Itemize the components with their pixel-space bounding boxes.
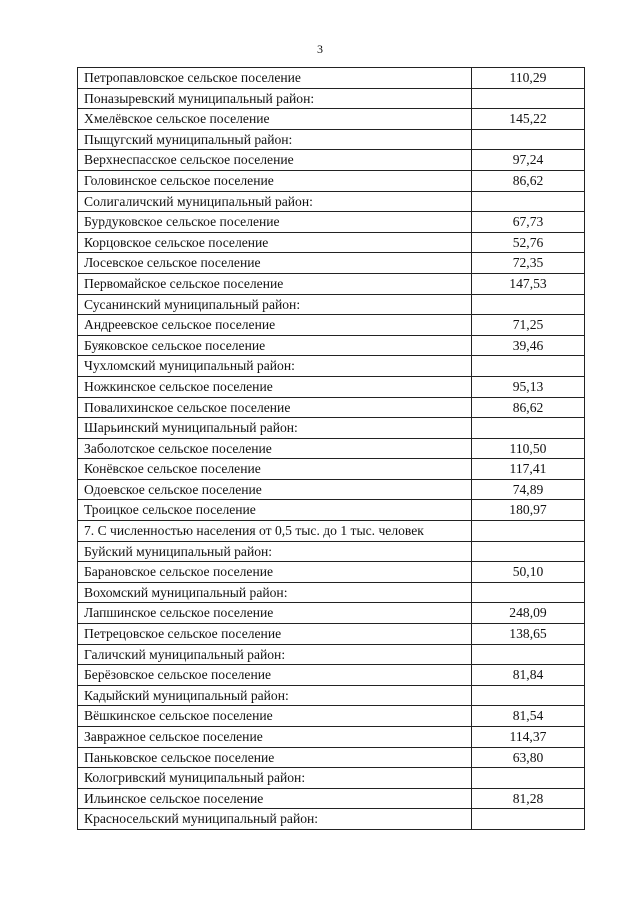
value-cell: 147,53 xyxy=(472,273,585,294)
settlement-name-cell: Ножкинское сельское поселение xyxy=(78,376,472,397)
settlement-name-cell: Хмелёвское сельское поселение xyxy=(78,109,472,130)
table-row xyxy=(78,521,585,542)
settlement-name-cell: Лосевское сельское поселение xyxy=(78,253,472,274)
settlement-name-cell: Первомайское сельское поселение xyxy=(78,273,472,294)
value-cell: 67,73 xyxy=(472,212,585,233)
value-cell: 110,29 xyxy=(472,68,585,89)
settlement-name-cell: Петрецовское сельское поселение xyxy=(78,624,472,645)
table-row xyxy=(78,562,585,583)
table-row xyxy=(78,253,585,274)
settlement-name-cell: Сусанинский муниципальный район: xyxy=(78,294,472,315)
settlement-name-cell: Петропавловское сельское поселение xyxy=(78,68,472,89)
table-row xyxy=(78,418,585,439)
table-row xyxy=(78,747,585,768)
settlement-name-cell: Повалихинское сельское поселение xyxy=(78,397,472,418)
table-row xyxy=(78,150,585,171)
table-row xyxy=(78,582,585,603)
settlement-name-cell: Берёзовское сельское поселение xyxy=(78,665,472,686)
table-row xyxy=(78,479,585,500)
value-cell: 74,89 xyxy=(472,479,585,500)
value-cell: 50,10 xyxy=(472,562,585,583)
settlement-name-cell: Одоевское сельское поселение xyxy=(78,479,472,500)
value-cell xyxy=(472,294,585,315)
value-cell xyxy=(472,418,585,439)
table-row xyxy=(78,356,585,377)
value-cell xyxy=(472,582,585,603)
settlement-name-cell: Барановское сельское поселение xyxy=(78,562,472,583)
table-row xyxy=(78,603,585,624)
settlement-name-cell: Головинское сельское поселение xyxy=(78,170,472,191)
table-row xyxy=(78,541,585,562)
settlement-name-cell: Андреевское сельское поселение xyxy=(78,315,472,336)
table-row xyxy=(78,212,585,233)
value-cell xyxy=(472,644,585,665)
value-cell: 81,54 xyxy=(472,706,585,727)
value-cell: 117,41 xyxy=(472,459,585,480)
value-cell: 95,13 xyxy=(472,376,585,397)
settlement-name-cell: Буяковское сельское поселение xyxy=(78,335,472,356)
value-cell: 180,97 xyxy=(472,500,585,521)
settlement-name-cell: 7. С численностью населения от 0,5 тыс. до 1 тыс. человек xyxy=(78,521,472,542)
settlement-name-cell: Паньковское сельское поселение xyxy=(78,747,472,768)
value-cell xyxy=(472,129,585,150)
settlement-name-cell: Ильинское сельское поселение xyxy=(78,788,472,809)
settlement-name-cell: Кологривский муниципальный район: xyxy=(78,768,472,789)
settlement-name-cell: Вёшкинское сельское поселение xyxy=(78,706,472,727)
value-cell: 138,65 xyxy=(472,624,585,645)
table-row xyxy=(78,88,585,109)
table-row xyxy=(78,294,585,315)
table-row xyxy=(78,273,585,294)
table-row xyxy=(78,685,585,706)
value-cell xyxy=(472,685,585,706)
settlement-table xyxy=(77,67,585,830)
table-row xyxy=(78,624,585,645)
settlement-name-cell: Поназыревский муниципальный район: xyxy=(78,88,472,109)
table-row xyxy=(78,397,585,418)
settlement-name-cell: Шарьинский муниципальный район: xyxy=(78,418,472,439)
settlement-name-cell: Конёвское сельское поселение xyxy=(78,459,472,480)
value-cell: 52,76 xyxy=(472,232,585,253)
value-cell: 39,46 xyxy=(472,335,585,356)
value-cell xyxy=(472,809,585,830)
settlement-name-cell: Лапшинское сельское поселение xyxy=(78,603,472,624)
value-cell: 86,62 xyxy=(472,397,585,418)
table-row xyxy=(78,109,585,130)
settlement-name-cell: Солигаличский муниципальный район: xyxy=(78,191,472,212)
settlement-name-cell: Галичский муниципальный район: xyxy=(78,644,472,665)
settlement-name-cell: Красносельский муниципальный район: xyxy=(78,809,472,830)
table-row xyxy=(78,644,585,665)
value-cell: 145,22 xyxy=(472,109,585,130)
settlement-name-cell: Заболотское сельское поселение xyxy=(78,438,472,459)
value-cell xyxy=(472,541,585,562)
settlement-name-cell: Завражное сельское поселение xyxy=(78,727,472,748)
value-cell xyxy=(472,521,585,542)
table-row xyxy=(78,459,585,480)
settlement-name-cell: Бурдуковское сельское поселение xyxy=(78,212,472,233)
page-number: 3 xyxy=(317,42,323,56)
value-cell xyxy=(472,88,585,109)
value-cell: 97,24 xyxy=(472,150,585,171)
table-row xyxy=(78,68,585,89)
table-row xyxy=(78,170,585,191)
table-row xyxy=(78,129,585,150)
value-cell: 114,37 xyxy=(472,727,585,748)
table-row xyxy=(78,438,585,459)
value-cell: 63,80 xyxy=(472,747,585,768)
value-cell: 72,35 xyxy=(472,253,585,274)
settlement-name-cell: Вохомский муниципальный район: xyxy=(78,582,472,603)
table-row xyxy=(78,809,585,830)
table-row xyxy=(78,232,585,253)
value-cell: 81,84 xyxy=(472,665,585,686)
value-cell xyxy=(472,768,585,789)
table-row xyxy=(78,788,585,809)
settlement-name-cell: Корцовское сельское поселение xyxy=(78,232,472,253)
table-row xyxy=(78,665,585,686)
value-cell xyxy=(472,356,585,377)
table-row xyxy=(78,500,585,521)
settlement-name-cell: Чухломский муниципальный район: xyxy=(78,356,472,377)
value-cell: 81,28 xyxy=(472,788,585,809)
value-cell: 248,09 xyxy=(472,603,585,624)
value-cell: 71,25 xyxy=(472,315,585,336)
settlement-name-cell: Пыщугский муниципальный район: xyxy=(78,129,472,150)
table-row xyxy=(78,191,585,212)
settlement-name-cell: Троицкое сельское поселение xyxy=(78,500,472,521)
settlement-name-cell: Буйский муниципальный район: xyxy=(78,541,472,562)
table-row xyxy=(78,315,585,336)
table-row xyxy=(78,376,585,397)
table-row xyxy=(78,335,585,356)
value-cell: 86,62 xyxy=(472,170,585,191)
settlement-name-cell: Кадыйский муниципальный район: xyxy=(78,685,472,706)
value-cell xyxy=(472,191,585,212)
table-body xyxy=(78,68,585,830)
settlement-name-cell: Верхнеспасское сельское поселение xyxy=(78,150,472,171)
value-cell: 110,50 xyxy=(472,438,585,459)
table-row xyxy=(78,727,585,748)
table-row xyxy=(78,768,585,789)
table-row xyxy=(78,706,585,727)
